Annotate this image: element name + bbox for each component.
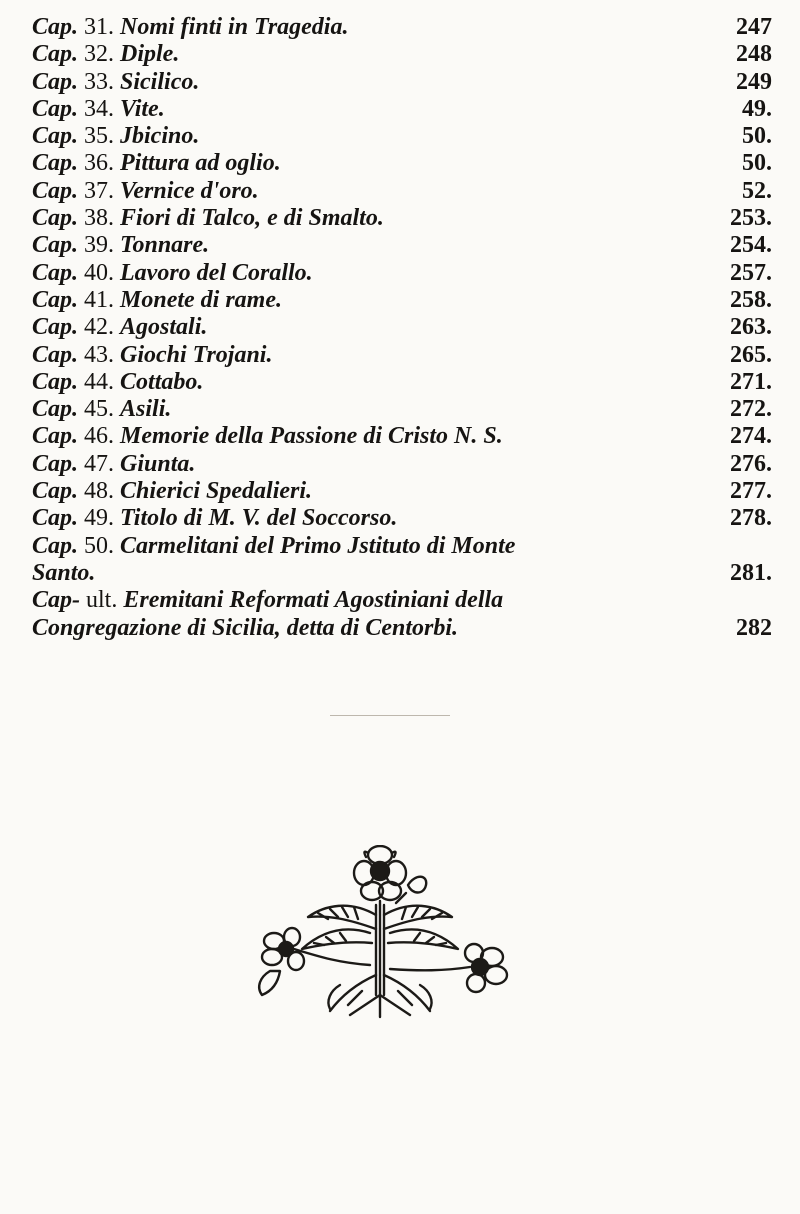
page-number: 254. <box>730 232 772 259</box>
page-number: 272. <box>730 396 772 423</box>
chapter-label: Cap. <box>32 368 79 395</box>
chapter-title-continued: Congregazione di Sicilia, detta di Centorbi. <box>32 614 459 641</box>
toc-entry <box>32 287 772 314</box>
chapter-label: Cap. <box>32 532 79 559</box>
chapter-number: 31. <box>84 14 115 40</box>
chapter-title: Cottabo. <box>120 368 204 395</box>
chapter-title: Jbicino. <box>120 123 200 150</box>
toc-entry-multiline <box>32 587 772 642</box>
chapter-label: Cap. <box>32 232 79 259</box>
chapter-label: Cap. <box>32 478 79 505</box>
toc-entry <box>32 260 772 287</box>
page-number: 278. <box>730 505 772 532</box>
chapter-title: Giunta. <box>120 450 196 477</box>
chapter-title: Agostali. <box>120 314 208 341</box>
toc-entry <box>32 505 772 532</box>
chapter-title: Vite. <box>120 95 165 122</box>
chapter-number: 39. <box>84 232 115 259</box>
chapter-number: 47. <box>84 450 115 477</box>
page-number: 274. <box>730 423 772 450</box>
toc-entry <box>32 205 772 232</box>
chapter-title: Lavoro del Corallo. <box>120 259 313 286</box>
chapter-label: Cap. <box>32 205 79 232</box>
chapter-label: Cap. <box>32 450 79 477</box>
chapter-number: 33. <box>84 68 115 95</box>
chapter-label: Cap. <box>32 68 79 95</box>
chapter-label: Cap. <box>32 41 79 68</box>
page-number: 258. <box>730 286 772 313</box>
page-number: 281. <box>730 559 772 586</box>
page-number: 249 <box>736 68 772 95</box>
rule-divider <box>330 715 450 716</box>
chapter-number: 41. <box>84 286 115 313</box>
chapter-title-continued: Santo. <box>32 559 96 586</box>
toc-entry <box>32 451 772 478</box>
chapter-title: Pittura ad oglio. <box>120 150 281 177</box>
chapter-number: 40. <box>84 259 115 286</box>
chapter-number: ult. <box>86 587 118 614</box>
toc-entry <box>32 232 772 259</box>
page-number: 265. <box>730 341 772 368</box>
chapter-number: 42. <box>84 314 115 341</box>
chapter-label: Cap. <box>32 423 79 450</box>
chapter-title: Vernice d'oro. <box>120 177 259 204</box>
chapter-label: Cap. <box>32 505 79 532</box>
chapter-number: 34. <box>84 95 115 122</box>
chapter-title: Chierici Spedalieri. <box>120 478 313 505</box>
chapter-number: 46. <box>84 423 115 450</box>
chapter-number: 50. <box>84 532 115 559</box>
chapter-label: Cap. <box>32 286 79 313</box>
toc-entry <box>32 96 772 123</box>
toc-entry <box>32 314 772 341</box>
page-number: 248 <box>736 41 772 68</box>
entry-line <box>32 587 772 614</box>
entry-line <box>32 533 772 560</box>
floral-vignette-icon <box>230 845 530 1020</box>
chapter-title: Tonnare. <box>120 232 210 259</box>
chapter-number: 43. <box>84 341 115 368</box>
chapter-title: Titolo di M. V. del Soccorso. <box>120 505 398 532</box>
page-number: 257. <box>730 259 772 286</box>
toc-entry <box>32 178 772 205</box>
chapter-label: Cap. <box>32 314 79 341</box>
page-number: 277. <box>730 478 772 505</box>
page-number: 247 <box>736 14 772 40</box>
chapter-label: Cap. <box>32 150 79 177</box>
toc-entry <box>32 478 772 505</box>
chapter-title: Asili. <box>120 396 172 423</box>
chapter-label: Cap. <box>32 95 79 122</box>
chapter-number: 32. <box>84 41 115 68</box>
chapter-title: Giochi Trojani. <box>120 341 273 368</box>
page-number: 49. <box>742 95 772 122</box>
page-number: 52. <box>742 177 772 204</box>
chapter-label: Cap. <box>32 123 79 150</box>
chapter-title: Memorie della Passione di Cristo N. S. <box>120 423 503 450</box>
toc-entry <box>32 123 772 150</box>
chapter-title: Sicilico. <box>120 68 200 95</box>
toc-entry <box>32 423 772 450</box>
chapter-number: 44. <box>84 368 115 395</box>
chapter-title: Fiori di Talco, e di Smalto. <box>120 205 384 232</box>
toc-entry <box>32 150 772 177</box>
table-of-contents <box>32 14 772 642</box>
page-number: 50. <box>742 150 772 177</box>
chapter-number: 48. <box>84 478 115 505</box>
chapter-label: Cap. <box>32 259 79 286</box>
chapter-number: 45. <box>84 396 115 423</box>
chapter-number: 36. <box>84 150 115 177</box>
chapter-title: Nomi finti in Tragedia. <box>120 14 349 40</box>
chapter-title: Eremitani Reformati Agostiniani della <box>123 587 504 614</box>
chapter-title: Carmelitani del Primo Jstituto di Monte <box>120 532 516 559</box>
toc-entry <box>32 14 772 41</box>
chapter-number: 38. <box>84 205 115 232</box>
chapter-label: Cap. <box>32 14 79 40</box>
toc-entry <box>32 342 772 369</box>
chapter-title: Diple. <box>120 41 180 68</box>
chapter-label: Cap. <box>32 396 79 423</box>
toc-entry-multiline <box>32 533 772 588</box>
chapter-label: Cap. <box>32 341 79 368</box>
toc-entry <box>32 369 772 396</box>
page-number: 282 <box>736 614 772 641</box>
page-number: 276. <box>730 450 772 477</box>
chapter-label: Cap. <box>32 177 79 204</box>
toc-entry <box>32 69 772 96</box>
page-number: 50. <box>742 123 772 150</box>
chapter-number: 35. <box>84 123 115 150</box>
toc-entry <box>32 396 772 423</box>
chapter-number: 37. <box>84 177 115 204</box>
page-number: 253. <box>730 205 772 232</box>
page-number: 263. <box>730 314 772 341</box>
toc-entry <box>32 41 772 68</box>
chapter-label: Cap- <box>32 587 80 614</box>
page-number: 271. <box>730 368 772 395</box>
chapter-title: Monete di rame. <box>120 286 283 313</box>
chapter-number: 49. <box>84 505 115 532</box>
